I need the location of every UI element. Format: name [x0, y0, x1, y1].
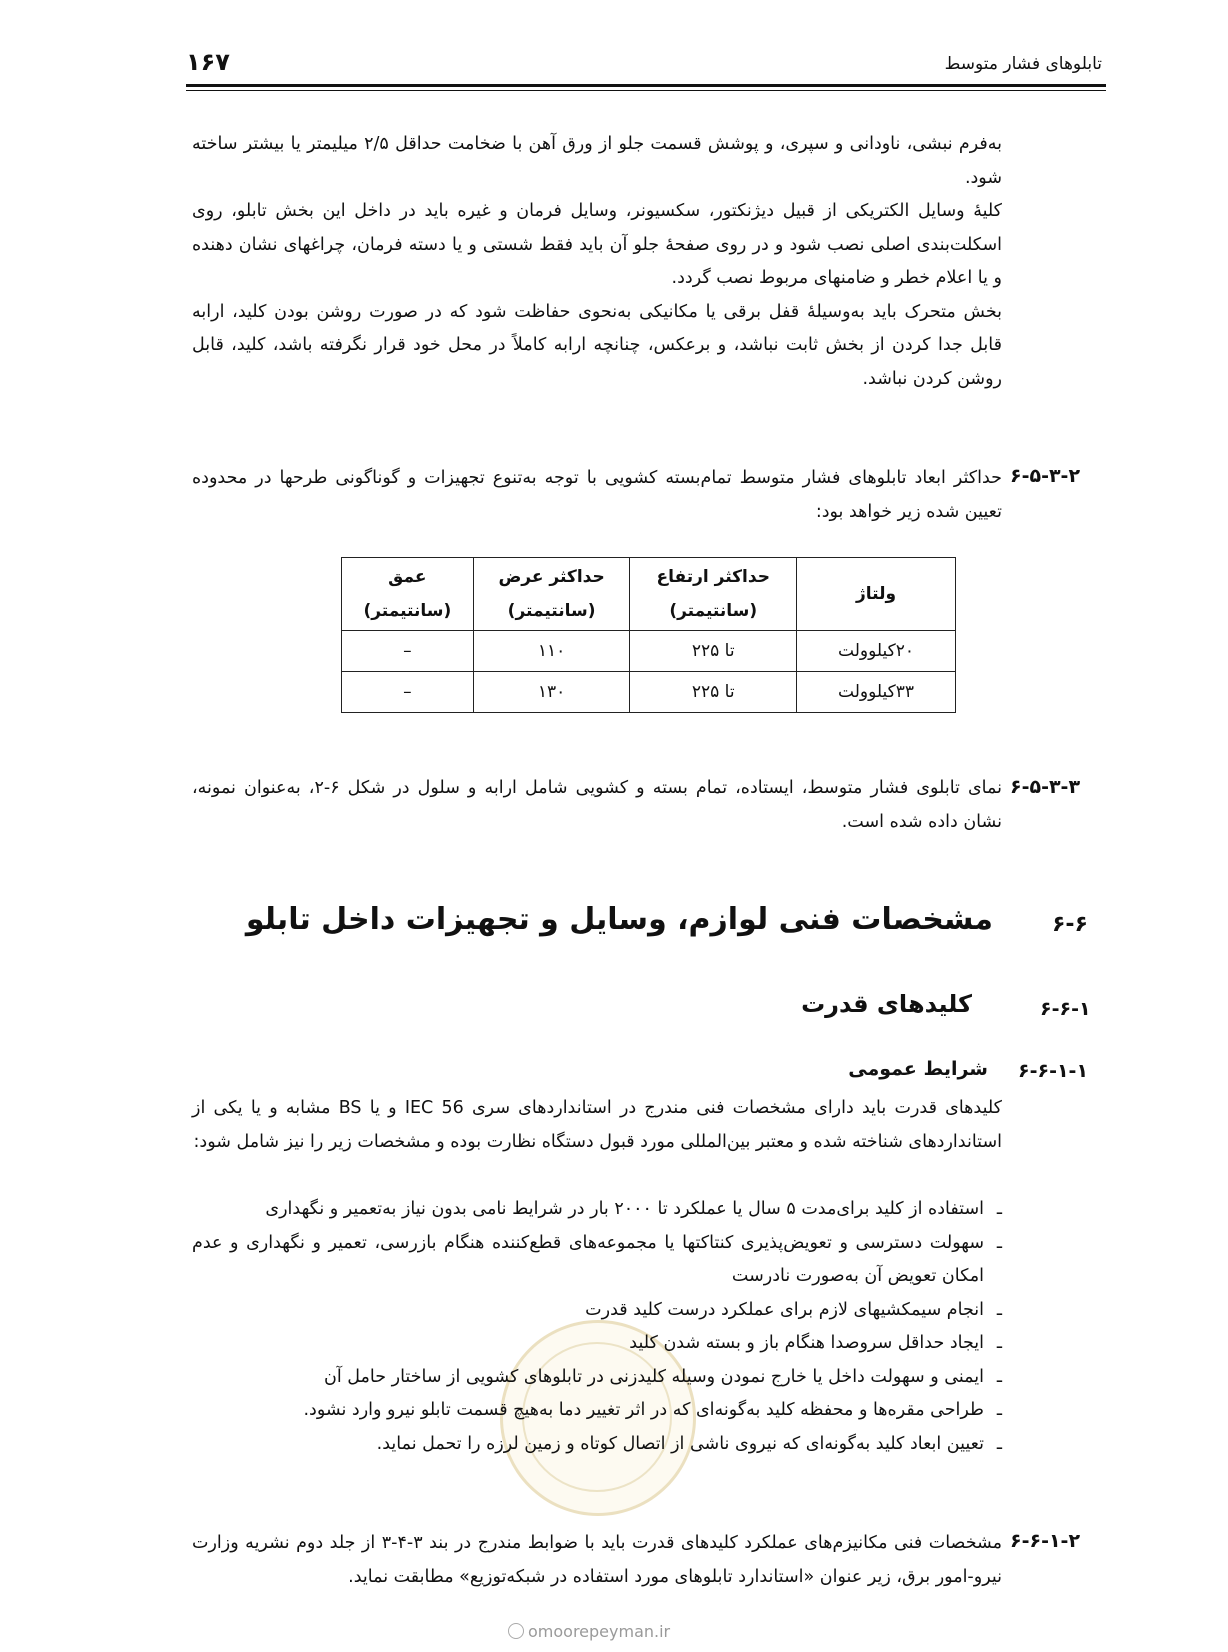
chapter-section-number: ۶-۶ [1052, 912, 1088, 937]
section-number: ۶-۵-۳-۲ [1010, 465, 1081, 487]
subsection-title: کلیدهای قدرت [801, 990, 972, 1018]
section-text: نمای تابلوی فشار متوسط، ایستاده، تمام بسته و کشویی شامل ارابه و سلول در شکل ۶-۲، به‌عنوان نمونه، نشان داده شده است. [192, 778, 1002, 832]
list-item: ـ ایجاد حداقل سروصدا هنگام باز و بسته شدن کلید [192, 1327, 1002, 1361]
chapter-section-title: مشخصات فنی لوازم، وسایل و تجهیزات داخل تابلو [245, 902, 993, 937]
section-number: ۶-۵-۳-۳ [1010, 776, 1081, 798]
intro-paragraph: کلیهٔ وسایل الکتریکی از قبیل دیژنکتور، سکسیونر، وسایل فرمان و غیره باید در داخل این بخش تابلو، روی اسکلت‌بندی اصلی نصب شود و در روی صفحهٔ جلو آن باید فقط شستی و یا دسته فرمان، چراغهای نشان دهنده و یا اعلام خطر و ضامنهای مربوط نصب گردد. [192, 201, 1002, 288]
running-title: تابلوهای فشار متوسط [944, 54, 1102, 74]
section-number: ۶-۶-۱-۲ [1010, 1530, 1081, 1552]
general-conditions-text: کلیدهای قدرت باید دارای مشخصات فنی مندرج در استانداردهای سری IEC 56 و یا BS مشابه و یا یکی از استانداردهای شناخته شده و معتبر بین‌المللی مورد قبول دستگاه نظارت بوده و مشخصات زیر را نیز شامل شود: [192, 1098, 1003, 1152]
subsubsection-number: ۶-۶-۱-۱ [1018, 1060, 1089, 1082]
table-cell: ۱۳۰ [473, 672, 630, 713]
page-number: ۱۶۷ [186, 48, 230, 76]
table-header-cell: حداکثر ارتفاع (سانتیمتر) [630, 558, 797, 631]
table-cell: – [342, 631, 474, 672]
intro-paragraph: به‌فرم نبشی، ناودانی و سپری، و پوشش قسمت جلو از ورق آهن با ضخامت حداقل ۲/۵ میلیمتر یا بیشتر ساخته شود. [192, 134, 1002, 188]
table-cell: ۲۰کیلوولت [797, 631, 956, 672]
subsubsection-title: شرایط عمومی [848, 1058, 988, 1080]
site-watermark: omoorepeyman.ir [508, 1622, 670, 1641]
list-item: ـ تعیین ابعاد کلید به‌گونه‌ای که نیروی ناشی از اتصال کوتاه و زمین لرزه را تحمل نماید. [192, 1428, 1002, 1462]
table-header-row [342, 558, 956, 631]
section-text: مشخصات فنی مکانیزم‌های عملکرد کلیدهای قدرت باید با ضوابط مندرج در بند ۳-۴-۳ از جلد دوم نشریه وزارت نیرو-امور برق، زیر عنوان «استاندارد تابلوهای مورد استفاده در شبکه‌توزیع» مطابقت نماید. [192, 1533, 1002, 1587]
globe-icon [508, 1623, 524, 1639]
table-row [342, 672, 956, 713]
intro-paragraph: بخش متحرک باید به‌وسیلهٔ قفل برقی یا مکانیکی به‌نحوی حفاظت شود که در صورت روشن بودن کلید، ارابه قابل جدا کردن از بخش ثابت نباشد، و برعکس، چنانچه ارابه کاملاً در محل خود قرار نگرفته باشد، کلید، قابل روشن کردن نباشد. [192, 301, 1002, 389]
list-item: ـ ایمنی و سهولت داخل یا خارج نمودن وسیله کلیدزنی در تابلوهای کشویی از ساختار حامل آن [192, 1361, 1002, 1395]
table-cell: ۳۳کیلوولت [797, 672, 956, 713]
table-header-cell: ولتاژ [797, 558, 956, 631]
list-item: ـ طراحی مقره‌ها و محفظه کلید به‌گونه‌ای که در اثر تغییر دما به‌هیچ قسمت تابلو نیرو وارد نشود. [192, 1394, 1002, 1428]
table-cell: – [342, 672, 474, 713]
table-header-cell: حداکثر عرض (سانتیمتر) [473, 558, 630, 631]
table-header-cell: عمق (سانتیمتر) [342, 558, 474, 631]
header-rule-thin [186, 90, 1106, 91]
requirements-list [192, 1193, 1002, 1461]
list-item: ـ استفاده از کلید برای‌مدت ۵ سال یا عملکرد تا ۲۰۰۰ بار در شرایط نامی بدون نیاز به‌تعمیر و نگهداری [192, 1193, 1002, 1227]
section-text: حداکثر ابعاد تابلوهای فشار متوسط تمام‌بسته کشویی با توجه به‌تنوع تجهیزات و گوناگونی طرحها در محدوده تعیین شده زیر خواهد بود: [192, 468, 1002, 522]
table-row [342, 631, 956, 672]
header-rule [186, 84, 1106, 87]
table-cell: تا ۲۲۵ [630, 631, 797, 672]
table-cell: ۱۱۰ [473, 631, 630, 672]
list-item: ـ انجام سیمکشیهای لازم برای عملکرد درست کلید قدرت [192, 1294, 1002, 1328]
table-cell: تا ۲۲۵ [630, 672, 797, 713]
dimensions-table [341, 557, 956, 713]
list-item: ـ سهولت دسترسی و تعویض‌پذیری کنتاکتها یا مجموعه‌های قطع‌کننده هنگام بازرسی، تعمیر و نگهداری و عدم امکان تعویض آن به‌صورت نادرست [192, 1227, 1002, 1294]
subsection-number: ۶-۶-۱ [1040, 998, 1091, 1020]
intro-text [192, 128, 1002, 396]
